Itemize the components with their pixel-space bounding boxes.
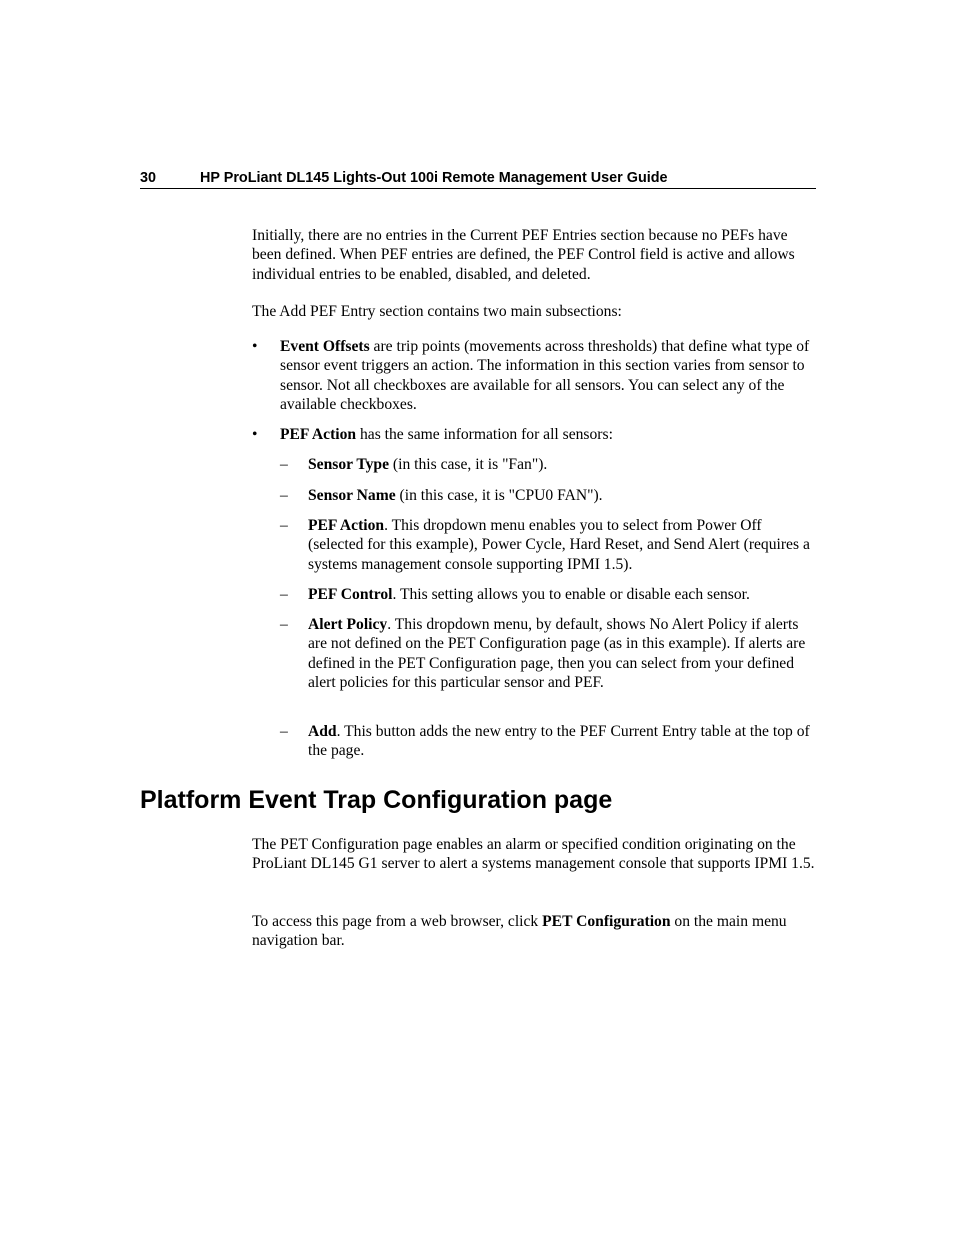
bullet-description: are trip points (movements across thresholds) that define what type of sensor event triggers an action. The information in this section varies from sensor to sensor. Not all checkboxes are available for all sensors. You can select any of the available checkboxes. — [280, 338, 810, 414]
subitem-description: . This dropdown menu, by default, shows No Alert Policy if alerts are not defined on the PET Configuration page (as in this example). If alerts are defined in the PET Configuration page, then you can select from your defined alert policies for this particular sensor and PEF. — [308, 616, 806, 692]
section-paragraph-2 — [252, 912, 816, 951]
subitem-description: . This setting allows you to enable or disable each sensor. — [392, 586, 750, 603]
dash-marker: – — [280, 723, 288, 740]
subitem-term: Alert Policy — [308, 616, 388, 633]
subitem-term: PEF Action — [308, 517, 385, 534]
intro-paragraph-1: Initially, there are no entries in the Current PEF Entries section because no PEFs have been defined. When PEF entries are defined, the PEF Control field is active and allows individual entries to be enabled, disabled, and deleted. — [252, 227, 795, 283]
subitem-term: Add — [308, 723, 337, 740]
bullet-term: PEF Action — [280, 426, 357, 443]
bullet-text — [280, 425, 816, 444]
dash-marker: – — [280, 456, 288, 473]
bullet-marker: • — [252, 426, 258, 443]
dash-marker: – — [280, 586, 288, 603]
document-title: HP ProLiant DL145 Lights-Out 100i Remote Management User Guide — [200, 170, 668, 186]
intro-paragraph-2: The Add PEF Entry section contains two main subsections: — [252, 303, 622, 320]
subitem-term: Sensor Type — [308, 456, 390, 473]
subitem-description: . This button adds the new entry to the PEF Current Entry table at the top of the page. — [308, 723, 810, 760]
subitem-description: (in this case, it is "CPU0 FAN"). — [395, 487, 603, 504]
page-number: 30 — [140, 170, 157, 186]
bullet-text — [280, 337, 816, 415]
paragraph-text-before: To access this page from a web browser, click — [252, 913, 543, 930]
pet-configuration-term: PET Configuration — [542, 913, 671, 930]
subitem-text — [308, 516, 818, 574]
subitem-description: . This dropdown menu enables you to select from Power Off (selected for this example), Power Cycle, Hard Reset, and Send Alert (requires a systems management console supporting IPMI 1.5). — [308, 517, 810, 573]
section-heading: Platform Event Trap Configuration page — [140, 786, 613, 814]
dash-marker: – — [280, 517, 288, 534]
dash-marker: – — [280, 487, 288, 504]
bullet-description: has the same information for all sensors: — [356, 426, 613, 443]
bullet-marker: • — [252, 338, 258, 355]
subitem-term: Sensor Name — [308, 487, 396, 504]
subitem-term: PEF Control — [308, 586, 393, 603]
paragraph-text-after: on the main menu navigation bar. — [252, 913, 787, 950]
subitem-text — [308, 615, 818, 693]
subitem-text — [308, 585, 818, 604]
subitem-text — [308, 722, 818, 761]
subitem-description: (in this case, it is "Fan"). — [389, 456, 548, 473]
subitem-text — [308, 455, 818, 474]
running-header — [140, 168, 816, 189]
section-paragraph-1: The PET Configuration page enables an alarm or specified condition originating on the ProLiant DL145 G1 server to alert a systems management console that supports IPMI 1.5. — [252, 836, 815, 873]
bullet-term: Event Offsets — [280, 338, 370, 355]
subitem-text — [308, 486, 818, 505]
dash-marker: – — [280, 616, 288, 633]
